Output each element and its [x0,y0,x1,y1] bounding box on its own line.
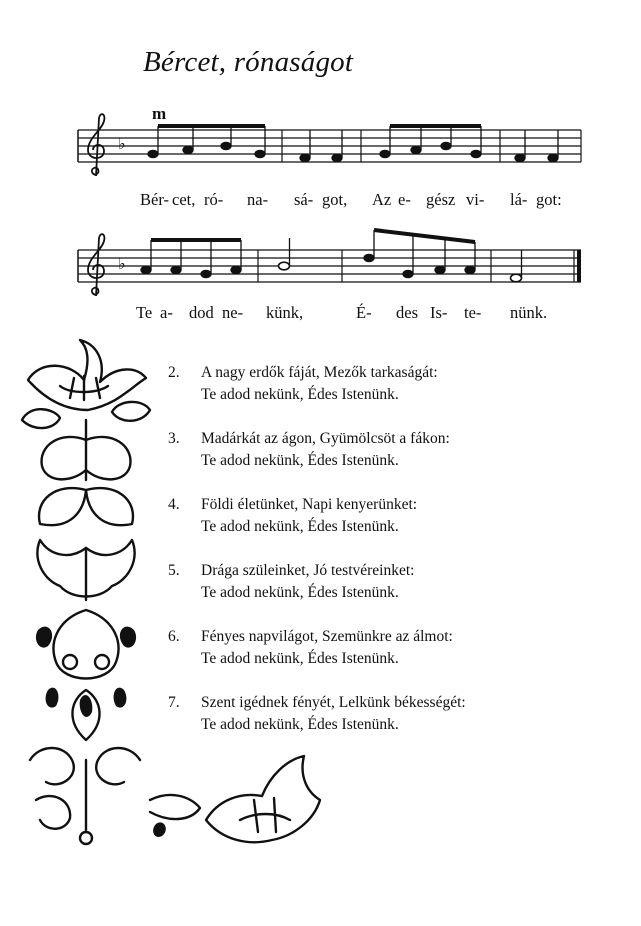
lyric-syllable: Is- [430,303,448,322]
lyric-syllable: na- [247,190,269,209]
lyric-syllable: gész [426,190,456,209]
song-title: Bércet, rónaságot [143,46,354,78]
lyric-syllable: cet, [172,190,196,209]
flat-icon: ♭ [118,254,126,273]
dynamic-mark: m [152,104,167,123]
verse-refrain: Te adod nekünk, Édes Istenünk. [201,584,399,601]
lyric-syllable: lá- [510,190,528,209]
lyric-syllable: ró- [204,190,224,209]
lyric-syllable: nünk. [510,303,548,322]
verse-number: 7. [168,694,180,711]
verse-line: Fényes napvilágot, Szemünkre az álmot: [201,628,453,645]
lyric-syllable: te- [464,303,482,322]
verse-number: 4. [168,496,180,513]
verse-number: 5. [168,562,180,579]
verse-refrain: Te adod nekünk, Édes Istenünk. [201,650,399,667]
verse-line: A nagy erdők fáját, Mezők tarkaságát: [201,364,438,381]
verse-line: Szent igédnek fényét, Lelkünk békességét: [201,694,466,711]
lyric-syllable: künk, [266,303,304,322]
lyric-syllable: got, [322,190,348,209]
lyric-syllable: Az [372,190,392,209]
verse-number: 2. [168,364,180,381]
lyric-syllable: Te [136,303,153,322]
verse-line: Földi életünket, Napi kenyerünket: [201,496,418,513]
lyric-syllable: vi- [466,190,485,209]
verse-number: 6. [168,628,180,645]
verse-refrain: Te adod nekünk, Édes Istenünk. [201,716,399,733]
lyric-syllable: a- [160,303,173,322]
verse-refrain: Te adod nekünk, Édes Istenünk. [201,518,399,535]
verse-refrain: Te adod nekünk, Édes Istenünk. [201,452,399,469]
verse-number: 3. [168,430,180,447]
lyric-syllable: e- [398,190,411,209]
flat-icon: ♭ [118,134,126,153]
verse-line: Madárkát az ágon, Gyümölcsöt a fákon: [201,430,450,447]
lyric-syllable: sá- [294,190,314,209]
lyric-syllable: Bér- [140,190,169,209]
verse-refrain: Te adod nekünk, Édes Istenünk. [201,386,399,403]
lyric-syllable: des [396,303,418,322]
verse-line: Drága szüleinket, Jó testvéreinket: [201,562,415,579]
lyric-syllable: É- [356,303,372,322]
lyric-syllable: got: [536,190,562,209]
lyric-syllable: ne- [222,303,244,322]
lyric-syllable: dod [189,303,214,322]
